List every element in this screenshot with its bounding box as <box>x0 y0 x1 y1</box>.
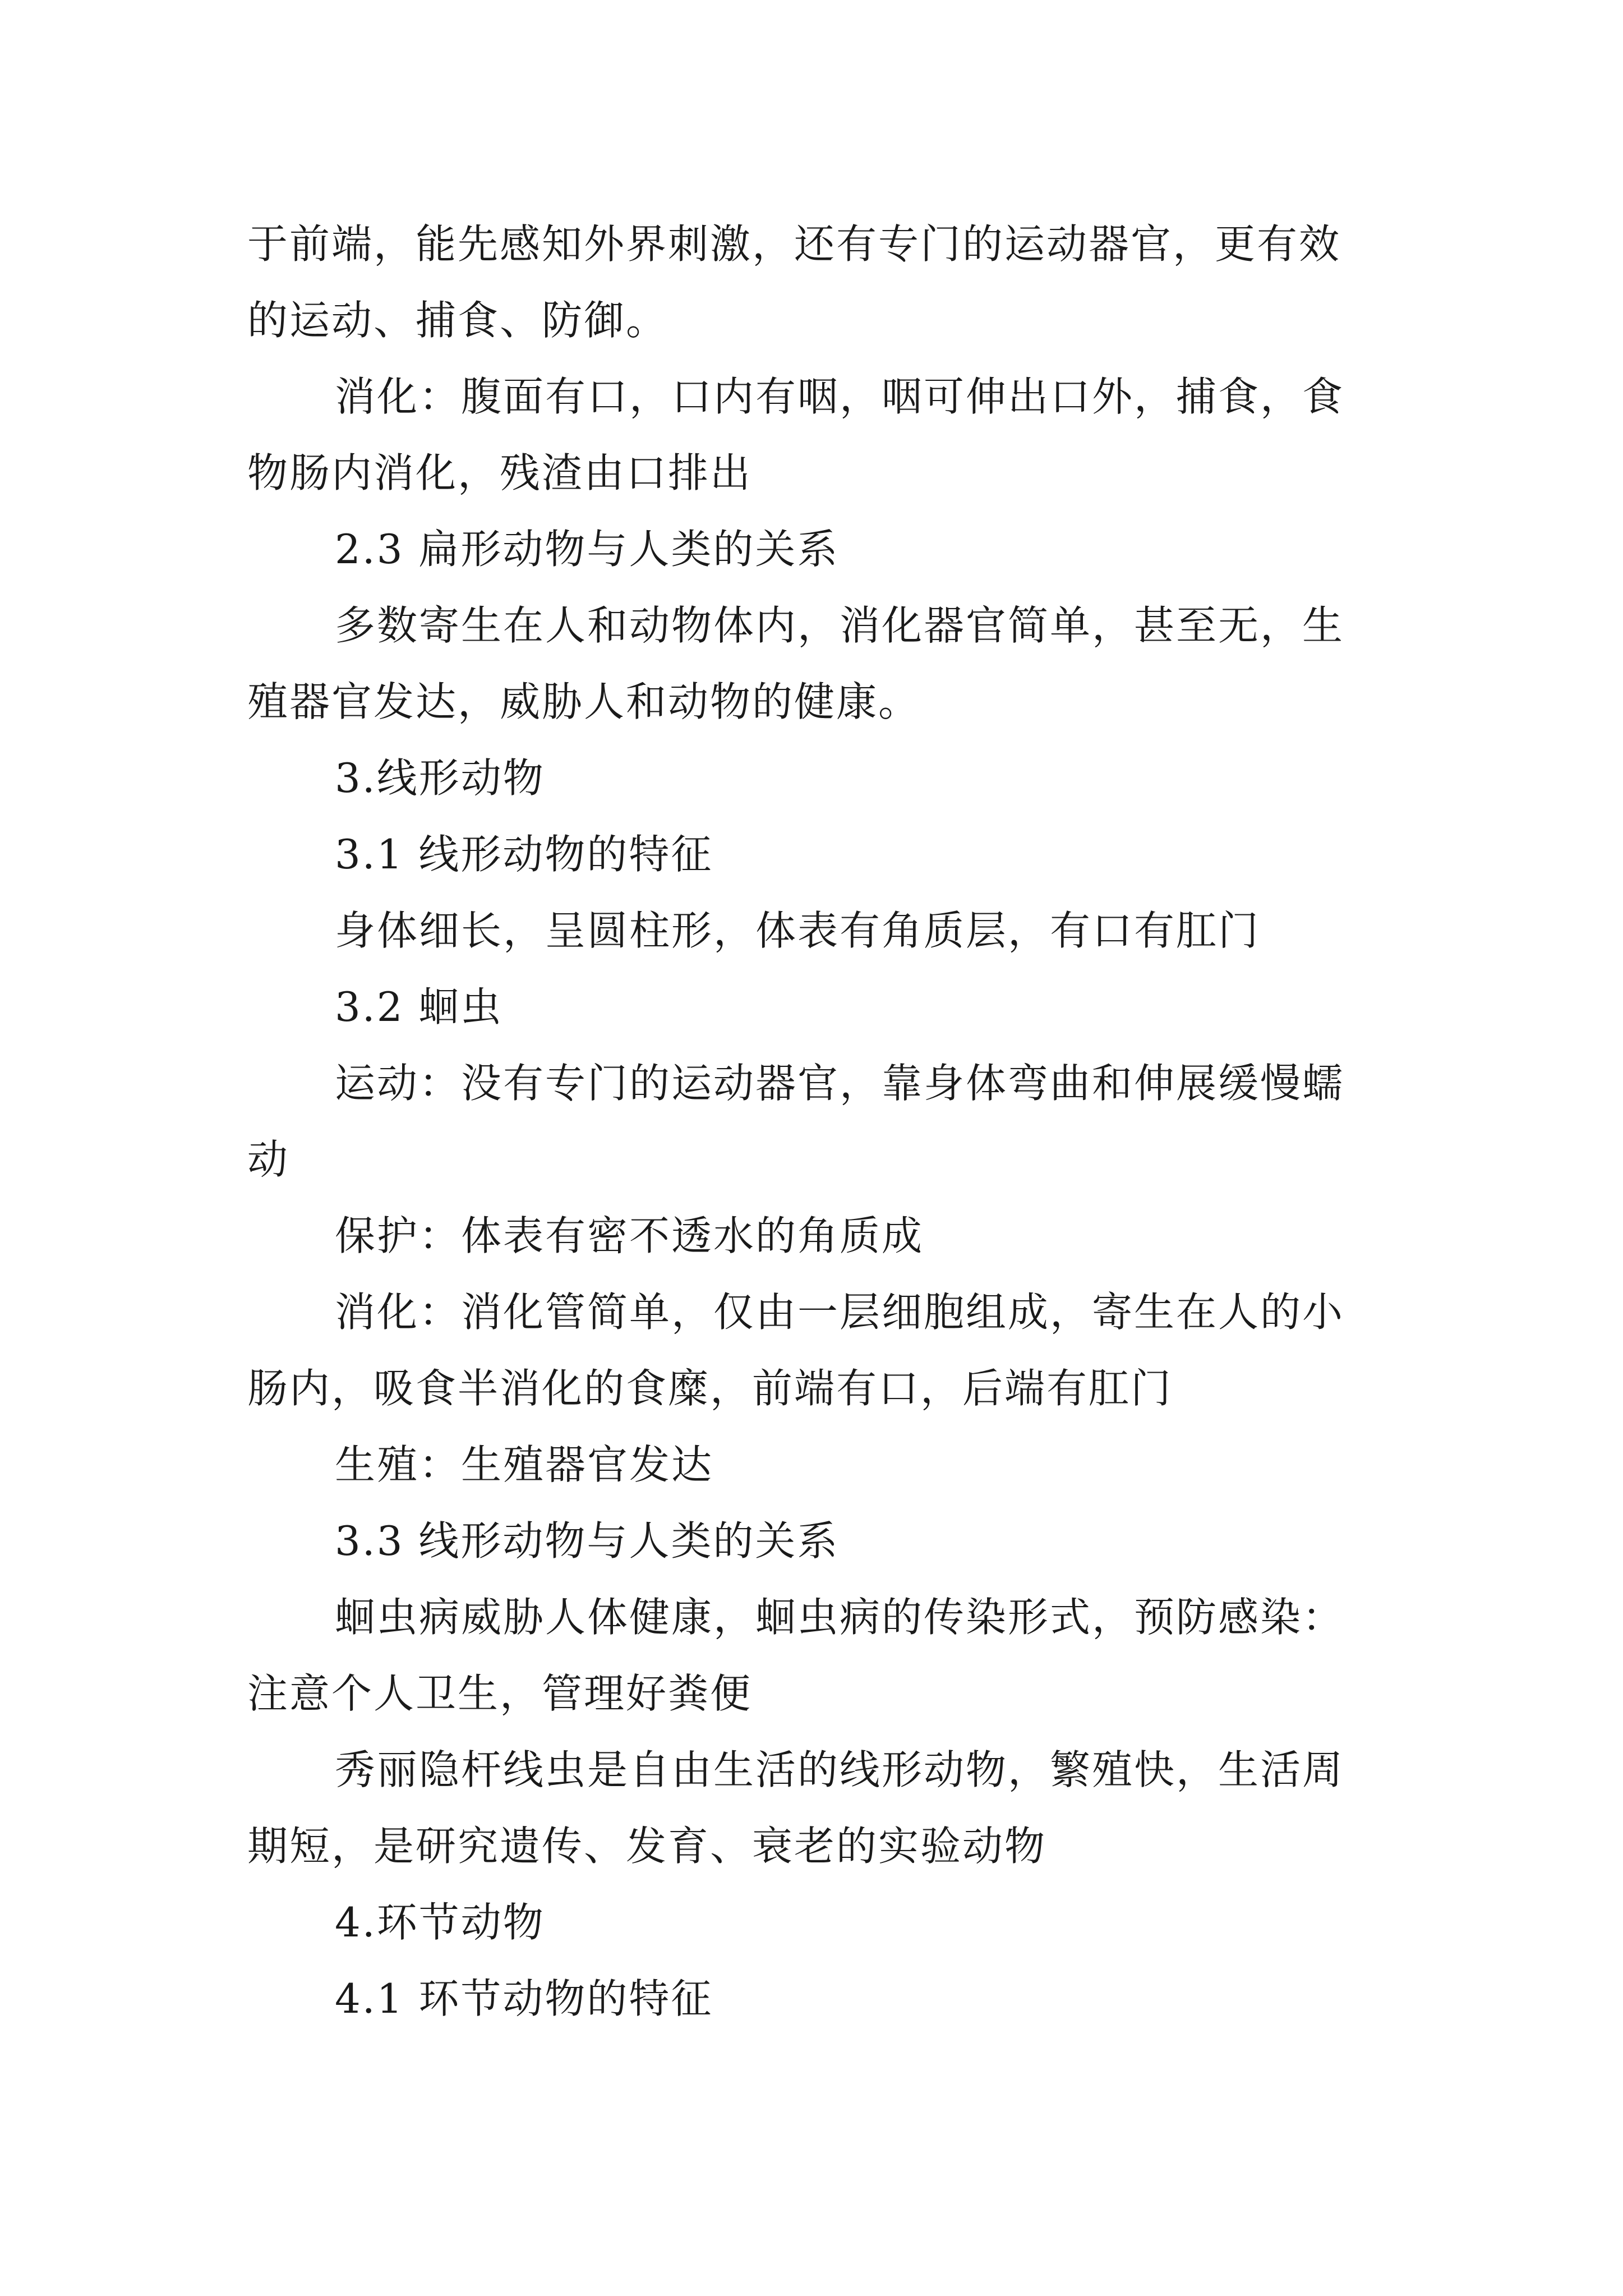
text-line: 多数寄生在人和动物体内，消化器官简单，甚至无，生 <box>335 602 1345 649</box>
text-line: 生殖：生殖器官发达 <box>335 1441 714 1488</box>
text-line: 消化：消化管简单，仅由一层细胞组成，寄生在人的小 <box>335 1289 1345 1336</box>
text-line: 的运动、捕食、防御。 <box>247 297 668 344</box>
text-line: 殖器官发达，威胁人和动物的健康。 <box>247 678 921 725</box>
section-heading: 3.线形动物 <box>335 754 545 802</box>
text-line: 期短，是研究遗传、发育、衰老的实验动物 <box>247 1823 1047 1870</box>
text-line: 消化：腹面有口，口内有咽，咽可伸出口外，捕食，食 <box>335 373 1345 420</box>
section-heading: 4.1 环节动物的特征 <box>335 1975 713 2022</box>
text-line: 蛔虫病威胁人体健康，蛔虫病的传染形式，预防感染： <box>335 1594 1345 1641</box>
section-heading: 3.1 线形动物的特征 <box>335 831 713 878</box>
text-line: 身体细长，呈圆柱形，体表有角质层，有口有肛门 <box>335 907 1261 954</box>
section-heading: 3.2 蛔虫 <box>335 983 503 1030</box>
document-body <box>247 206 1391 2037</box>
text-line: 物肠内消化，残渣由口排出 <box>247 449 753 496</box>
text-line: 秀丽隐杆线虫是自由生活的线形动物，繁殖快，生活周 <box>335 1746 1345 1793</box>
text-line: 于前端，能先感知外界刺激，还有专门的运动器官，更有效 <box>247 220 1341 268</box>
text-line: 保护：体表有密不透水的角质成 <box>335 1212 924 1259</box>
section-heading: 4.环节动物 <box>335 1899 545 1946</box>
text-line: 肠内，吸食半消化的食糜，前端有口，后端有肛门 <box>247 1365 1173 1412</box>
text-line: 运动：没有专门的运动器官，靠身体弯曲和伸展缓慢蠕 <box>335 1060 1345 1107</box>
section-heading: 3.3 线形动物与人类的关系 <box>335 1517 840 1565</box>
section-heading: 2.3 扁形动物与人类的关系 <box>335 526 840 573</box>
text-line: 注意个人卫生，管理好粪便 <box>247 1670 753 1717</box>
text-line: 动 <box>247 1136 290 1183</box>
